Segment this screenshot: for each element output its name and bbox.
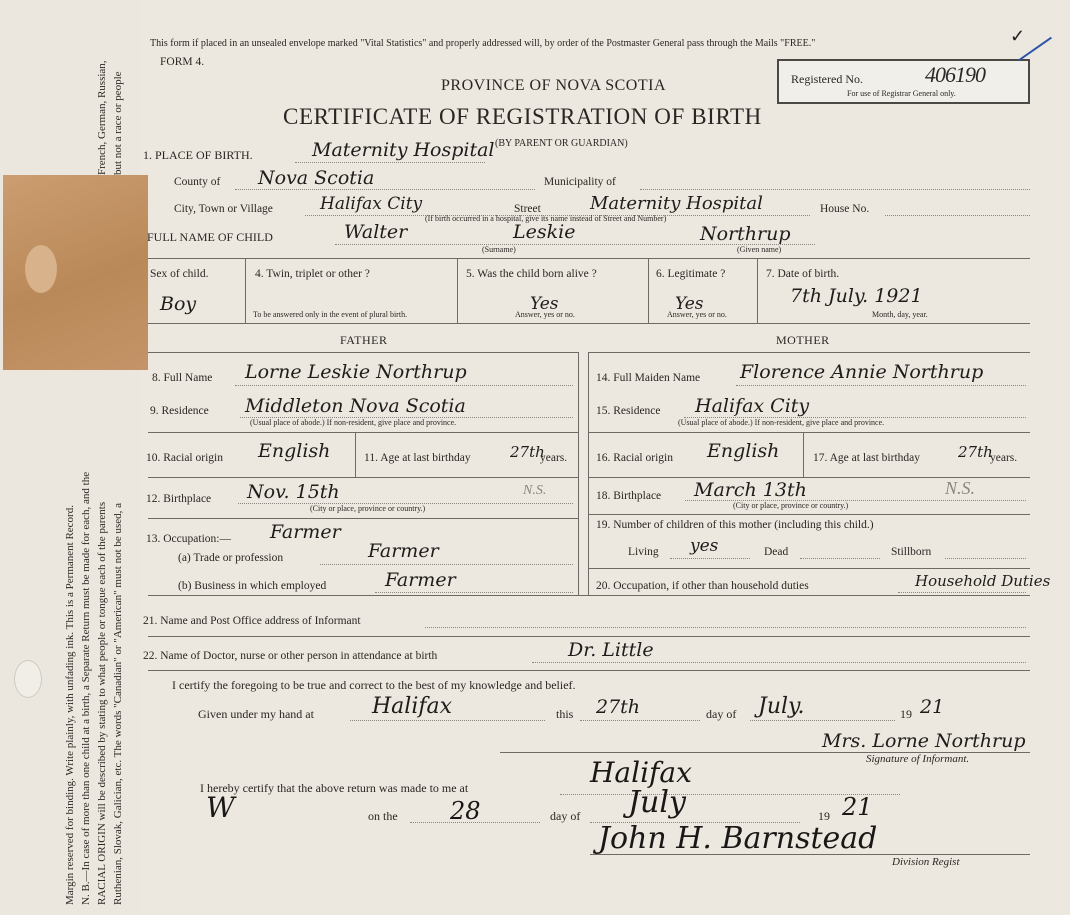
check-mark: ✓ xyxy=(1010,26,1026,46)
mother-living-value: yes xyxy=(690,536,719,556)
child-given-name: Northrup xyxy=(700,223,791,245)
child-first-name: Walter xyxy=(344,221,408,243)
father-birthplace-value: Nov. 15th xyxy=(247,481,340,503)
registered-label: Registered No. xyxy=(791,72,863,86)
father-occupation-label: 13. Occupation:— xyxy=(146,533,231,545)
date-note: Month, day, year. xyxy=(872,310,928,319)
surname-label: (Surname) xyxy=(482,245,516,254)
registrar-note: For use of Registrar General only. xyxy=(847,89,956,98)
province-title: PROVINCE OF NOVA SCOTIA xyxy=(441,77,667,94)
father-name-value: Lorne Leskie Northrup xyxy=(245,361,467,383)
father-residence-value: Middleton Nova Scotia xyxy=(245,395,466,417)
mother-stillborn-label: Stillborn xyxy=(891,546,932,558)
twin-label: 4. Twin, triplet or other ? xyxy=(255,268,370,280)
this-label: this xyxy=(556,707,574,721)
county-value: Nova Scotia xyxy=(258,167,375,189)
mother-residence-value: Halifax City xyxy=(695,395,810,417)
father-age-label: 11. Age at last birthday xyxy=(364,452,471,464)
alive-note: Answer, yes or no. xyxy=(515,310,575,319)
twin-note: To be answered only in the event of plural birth. xyxy=(253,310,408,319)
registrar-year: 21 xyxy=(842,793,873,821)
mother-occupation-label: 20. Occupation, if other than household duties xyxy=(596,580,809,592)
father-residence-label: 9. Residence xyxy=(150,405,209,417)
father-racial-value: English xyxy=(258,440,331,462)
full-name-label: FULL NAME OF CHILD xyxy=(147,230,273,244)
father-birthplace-label: 12. Birthplace xyxy=(146,493,212,505)
mother-birthplace-label: 18. Birthplace xyxy=(596,490,662,502)
margin-text-2: N. B.—In case of more than one child at a birth, a Separate Return must be made for each, and the xyxy=(80,471,92,905)
child-surname: Leskie xyxy=(513,221,576,243)
father-name-label: 8. Full Name xyxy=(152,372,213,384)
mother-children-label: 19. Number of children of this mother (including this child.) xyxy=(596,519,874,531)
mother-living-label: Living xyxy=(628,546,659,558)
father-birthplace-prov: N.S. xyxy=(523,483,547,498)
county-label: County of xyxy=(174,176,221,188)
mother-occupation-value: Household Duties xyxy=(915,572,1051,590)
mother-age-value: 27th xyxy=(958,443,993,461)
given-place: Halifax xyxy=(372,694,453,719)
margin-text-4: Ruthenian, Slovak, Galician, etc. The words "Canadian" or "American" must not be used, a xyxy=(112,502,124,905)
registrar-statement: I hereby certify that the above return was made to me at xyxy=(200,781,469,795)
father-years: years. xyxy=(540,452,568,464)
registrar-title: Division Regist xyxy=(892,856,960,868)
place-of-birth-label: 1. PLACE OF BIRTH. xyxy=(143,148,253,162)
page-subtitle: (BY PARENT OR GUARDIAN) xyxy=(495,138,628,149)
tape-tear xyxy=(25,245,57,293)
alive-label: 5. Was the child born alive ? xyxy=(466,268,597,280)
mother-city-note: (City or place, province or country.) xyxy=(733,501,849,510)
page-title: CERTIFICATE OF REGISTRATION OF BIRTH xyxy=(283,104,762,129)
punch-hole xyxy=(14,660,42,698)
form-number: FORM 4. xyxy=(160,56,205,68)
mother-birthplace-value: March 13th xyxy=(694,479,807,501)
registrar-month: July xyxy=(628,785,686,820)
month-value: July. xyxy=(758,694,805,719)
hospital-note: (If birth occurred in a hospital, give its name instead of Street and Number) xyxy=(425,214,667,223)
mother-years: years. xyxy=(990,452,1018,464)
alive-value: Yes xyxy=(530,294,559,314)
father-age-value: 27th xyxy=(510,443,545,461)
registrar-initials: W xyxy=(206,791,235,824)
registrar-day: 28 xyxy=(450,797,481,825)
this-value: 27th xyxy=(596,696,641,718)
father-city-note: (City or place, province or country.) xyxy=(310,504,426,513)
registrar-place: Halifax xyxy=(590,756,692,789)
certify-statement: I certify the foregoing to be true and correct to the best of my knowledge and belief. xyxy=(172,678,576,692)
father-business-label: (b) Business in which employed xyxy=(178,580,327,592)
mother-birthplace-prov: N.S. xyxy=(945,478,976,498)
mail-notice: This form if placed in an unsealed envelope marked "Vital Statistics" and properly addressed will, by order of the Postmaster General pass through the Mails "FREE." xyxy=(150,38,816,49)
margin-text-3: RACIAL ORIGIN will be described by stating to what people or tongue each of the parents xyxy=(96,501,108,905)
legit-value: Yes xyxy=(675,294,704,314)
date-label: 7. Date of birth. xyxy=(766,268,840,280)
mother-racial-value: English xyxy=(707,440,780,462)
given-name-label: (Given name) xyxy=(737,245,782,254)
mother-name-value: Florence Annie Northrup xyxy=(740,361,984,383)
place-of-birth-value: Maternity Hospital xyxy=(312,139,495,161)
street-label: Street xyxy=(514,203,541,215)
father-heading: FATHER xyxy=(340,333,388,347)
year-prefix: 19 xyxy=(900,707,912,721)
mother-abode-note: (Usual place of abode.) If non-resident, give place and province. xyxy=(678,418,885,427)
mother-racial-label: 16. Racial origin xyxy=(596,452,673,464)
doctor-label: 22. Name of Doctor, nurse or other person in attendance at birth xyxy=(143,650,438,662)
mother-residence-label: 15. Residence xyxy=(596,405,661,417)
father-trade-label: (a) Trade or profession xyxy=(178,552,284,564)
father-abode-note: (Usual place of abode.) If non-resident, give place and province. xyxy=(250,418,457,427)
municipality-label: Municipality of xyxy=(544,176,616,188)
informant-signature-label: Signature of Informant. xyxy=(866,753,970,765)
date-value: 7th July. 1921 xyxy=(790,285,923,307)
sex-value: Boy xyxy=(160,293,197,315)
given-label: Given under my hand at xyxy=(198,707,314,721)
on-the-label: on the xyxy=(368,809,398,823)
street-value: Maternity Hospital xyxy=(590,193,763,214)
registrar-signature: John H. Barnstead xyxy=(598,821,878,856)
day-of-label: day of xyxy=(706,707,737,721)
father-business-value: Farmer xyxy=(385,569,456,591)
legit-label: 6. Legitimate ? xyxy=(656,268,726,280)
sex-label: Sex of child. xyxy=(150,268,209,280)
legit-note: Answer, yes or no. xyxy=(667,310,727,319)
informant-label: 21. Name and Post Office address of Informant xyxy=(143,615,361,627)
father-trade-value: Farmer xyxy=(368,540,439,562)
mother-dead-label: Dead xyxy=(764,546,789,558)
city-label: City, Town or Village xyxy=(174,203,273,215)
year-value: 21 xyxy=(920,696,945,718)
registrar-year-prefix: 19 xyxy=(818,809,830,823)
margin-text-6: but not a race or people xyxy=(112,71,124,175)
margin-text-5: French, German, Russian, xyxy=(96,60,108,175)
house-label: House No. xyxy=(820,203,870,215)
father-occupation-value: Farmer xyxy=(270,521,341,543)
registered-box xyxy=(777,59,1030,104)
mother-age-label: 17. Age at last birthday xyxy=(813,452,920,464)
father-racial-label: 10. Racial origin xyxy=(146,452,223,464)
mother-heading: MOTHER xyxy=(776,333,830,347)
margin-text-1: Margin reserved for binding. Write plainly, with unfading ink. This is a Permanent Record. xyxy=(64,505,76,905)
registered-number: 406190 xyxy=(925,62,985,87)
city-value: Halifax City xyxy=(320,194,423,214)
mother-name-label: 14. Full Maiden Name xyxy=(596,372,701,384)
informant-signature: Mrs. Lorne Northrup xyxy=(822,730,1026,752)
doctor-value: Dr. Little xyxy=(568,639,654,661)
registrar-day-of-label: day of xyxy=(550,809,581,823)
